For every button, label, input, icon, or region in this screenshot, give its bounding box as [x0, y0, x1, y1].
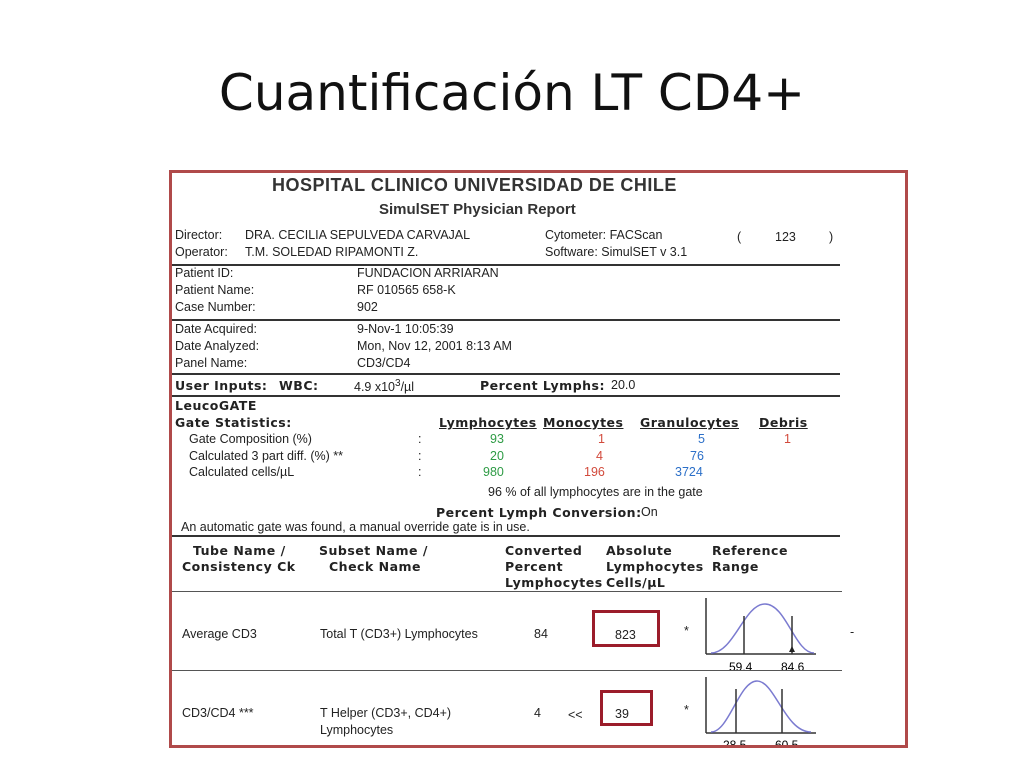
leucogate-label: LeucoGATE: [175, 398, 257, 413]
panel-name-value: CD3/CD4: [357, 356, 411, 370]
range-low: 59.4: [729, 660, 753, 674]
range-low: 28.5: [723, 738, 747, 751]
director-label: Director:: [175, 228, 223, 242]
header-range: Range: [712, 559, 759, 574]
panel-name-label: Panel Name:: [175, 356, 248, 370]
row-tube-name: CD3/CD4 ***: [182, 706, 254, 720]
gate-row-label: Gate Composition (%): [189, 432, 312, 446]
auto-gate-text: An automatic gate was found, a manual override gate is in use.: [181, 520, 530, 534]
gate-row-label: Calculated 3 part diff. (%) **: [189, 449, 344, 463]
gate-statistics-label: Gate Statistics:: [175, 415, 292, 430]
director-value: DRA. CECILIA SEPULVEDA CARVAJAL: [245, 228, 471, 242]
header-subset-name: Subset Name /: [319, 543, 428, 558]
percent-lymph-conversion-label: Percent Lymph Conversion:: [436, 505, 642, 520]
slide-title: Cuantificación LT CD4+: [218, 64, 806, 122]
gate-row-monocytes: 4: [596, 449, 603, 463]
case-number-label: Case Number:: [175, 300, 256, 314]
divider: [172, 591, 842, 592]
header-cells: Cells/µL: [606, 575, 666, 590]
col-monocytes: Monocytes: [543, 415, 624, 430]
divider: [172, 373, 840, 375]
row-subset-name-cont: Lymphocytes: [320, 723, 394, 737]
distribution-curve: [711, 681, 811, 732]
report-subtitle: SimulSET Physician Report: [379, 201, 576, 218]
gate-row-colon: :: [418, 449, 422, 463]
reference-range-plot: [699, 675, 819, 751]
patient-name-value: RF 010565 658-K: [357, 283, 456, 297]
cytometer-paren-open: (: [737, 230, 742, 244]
header-consistency: Consistency Ck: [182, 559, 296, 574]
reference-range-plot: [699, 596, 819, 676]
col-lymphocytes: Lymphocytes: [439, 415, 537, 430]
patient-id-label: Patient ID:: [175, 266, 234, 280]
trailing-dash: -: [850, 625, 855, 639]
user-inputs-label: User Inputs:: [175, 378, 268, 393]
date-analyzed-value: Mon, Nov 12, 2001 8:13 AM: [357, 339, 512, 353]
gate-row-label: Calculated cells/µL: [189, 465, 295, 479]
row-converted-percent: 84: [534, 627, 548, 641]
header-reference: Reference: [712, 543, 788, 558]
gate-row-colon: :: [418, 465, 422, 479]
col-debris: Debris: [759, 415, 808, 430]
gate-row-lymphocytes: 20: [490, 449, 504, 463]
row-subset-name: T Helper (CD3+, CD4+): [320, 706, 452, 720]
report-frame: [169, 170, 908, 751]
header-absolute: Absolute: [606, 543, 673, 558]
gate-row-monocytes: 196: [584, 465, 605, 479]
divider: [172, 319, 840, 321]
gate-row-granulocytes: 5: [698, 432, 705, 446]
row-converted-percent: 4: [534, 706, 541, 720]
header-converted: Converted: [505, 543, 583, 558]
software-text: Software: SimulSET v 3.1: [545, 245, 688, 259]
percent-lymphs-value: 20.0: [611, 378, 636, 392]
gate-row-monocytes: 1: [598, 432, 605, 446]
case-number-value: 902: [357, 300, 378, 314]
row-flag: <<: [568, 708, 583, 722]
operator-value: T.M. SOLEDAD RIPAMONTI Z.: [245, 245, 419, 259]
date-acquired-label: Date Acquired:: [175, 322, 257, 336]
row-tube-name: Average CD3: [182, 627, 257, 641]
header-percent: Percent: [505, 559, 564, 574]
wbc-exponent: 3: [395, 378, 401, 389]
gate-row-granulocytes: 3724: [675, 465, 703, 479]
range-high: 60.5: [775, 738, 799, 751]
value-arrow-icon: [789, 646, 795, 652]
row-subset-name: Total T (CD3+) Lymphocytes: [320, 627, 478, 641]
date-analyzed-label: Date Analyzed:: [175, 339, 260, 353]
divider: [172, 264, 840, 266]
row-absolute-value: 823: [615, 628, 636, 642]
range-high: 84.6: [781, 660, 805, 674]
percent-lymphs-label: Percent Lymphs:: [480, 378, 605, 393]
cytometer-paren-close: ): [829, 230, 834, 244]
col-granulocytes: Granulocytes: [640, 415, 739, 430]
hospital-name: HOSPITAL CLINICO UNIVERSIDAD DE CHILE: [272, 175, 677, 195]
cytometer-text: Cytometer: FACScan: [545, 228, 663, 242]
divider: [172, 535, 840, 537]
divider: [172, 670, 842, 671]
percent-lymph-conversion-value: On: [641, 505, 658, 519]
header-tube-name: Tube Name /: [193, 543, 286, 558]
gate-row-lymphocytes: 93: [490, 432, 504, 446]
header-abs-lymphocytes: Lymphocytes: [606, 559, 704, 574]
in-gate-text: 96 % of all lymphocytes are in the gate: [488, 485, 703, 499]
patient-id-value: FUNDACION ARRIARAN: [357, 266, 499, 280]
gate-row-debris: 1: [784, 432, 791, 446]
wbc-label: WBC:: [279, 378, 319, 393]
header-lymphocytes: Lymphocytes: [505, 575, 603, 590]
patient-name-label: Patient Name:: [175, 283, 255, 297]
row-marker: *: [684, 624, 689, 638]
gate-row-lymphocytes: 980: [483, 465, 504, 479]
cytometer-number: 123: [775, 230, 796, 244]
operator-label: Operator:: [175, 245, 228, 259]
gate-row-granulocytes: 76: [690, 449, 704, 463]
divider: [172, 395, 840, 397]
date-acquired-value: 9-Nov-1 10:05:39: [357, 322, 454, 336]
gate-row-colon: :: [418, 432, 422, 446]
row-absolute-value: 39: [615, 707, 629, 721]
header-check-name: Check Name: [329, 559, 422, 574]
row-marker: *: [684, 703, 689, 717]
wbc-value: 4.9 $x10^3/\mu l$: [354, 378, 415, 395]
distribution-curve: [711, 604, 814, 653]
